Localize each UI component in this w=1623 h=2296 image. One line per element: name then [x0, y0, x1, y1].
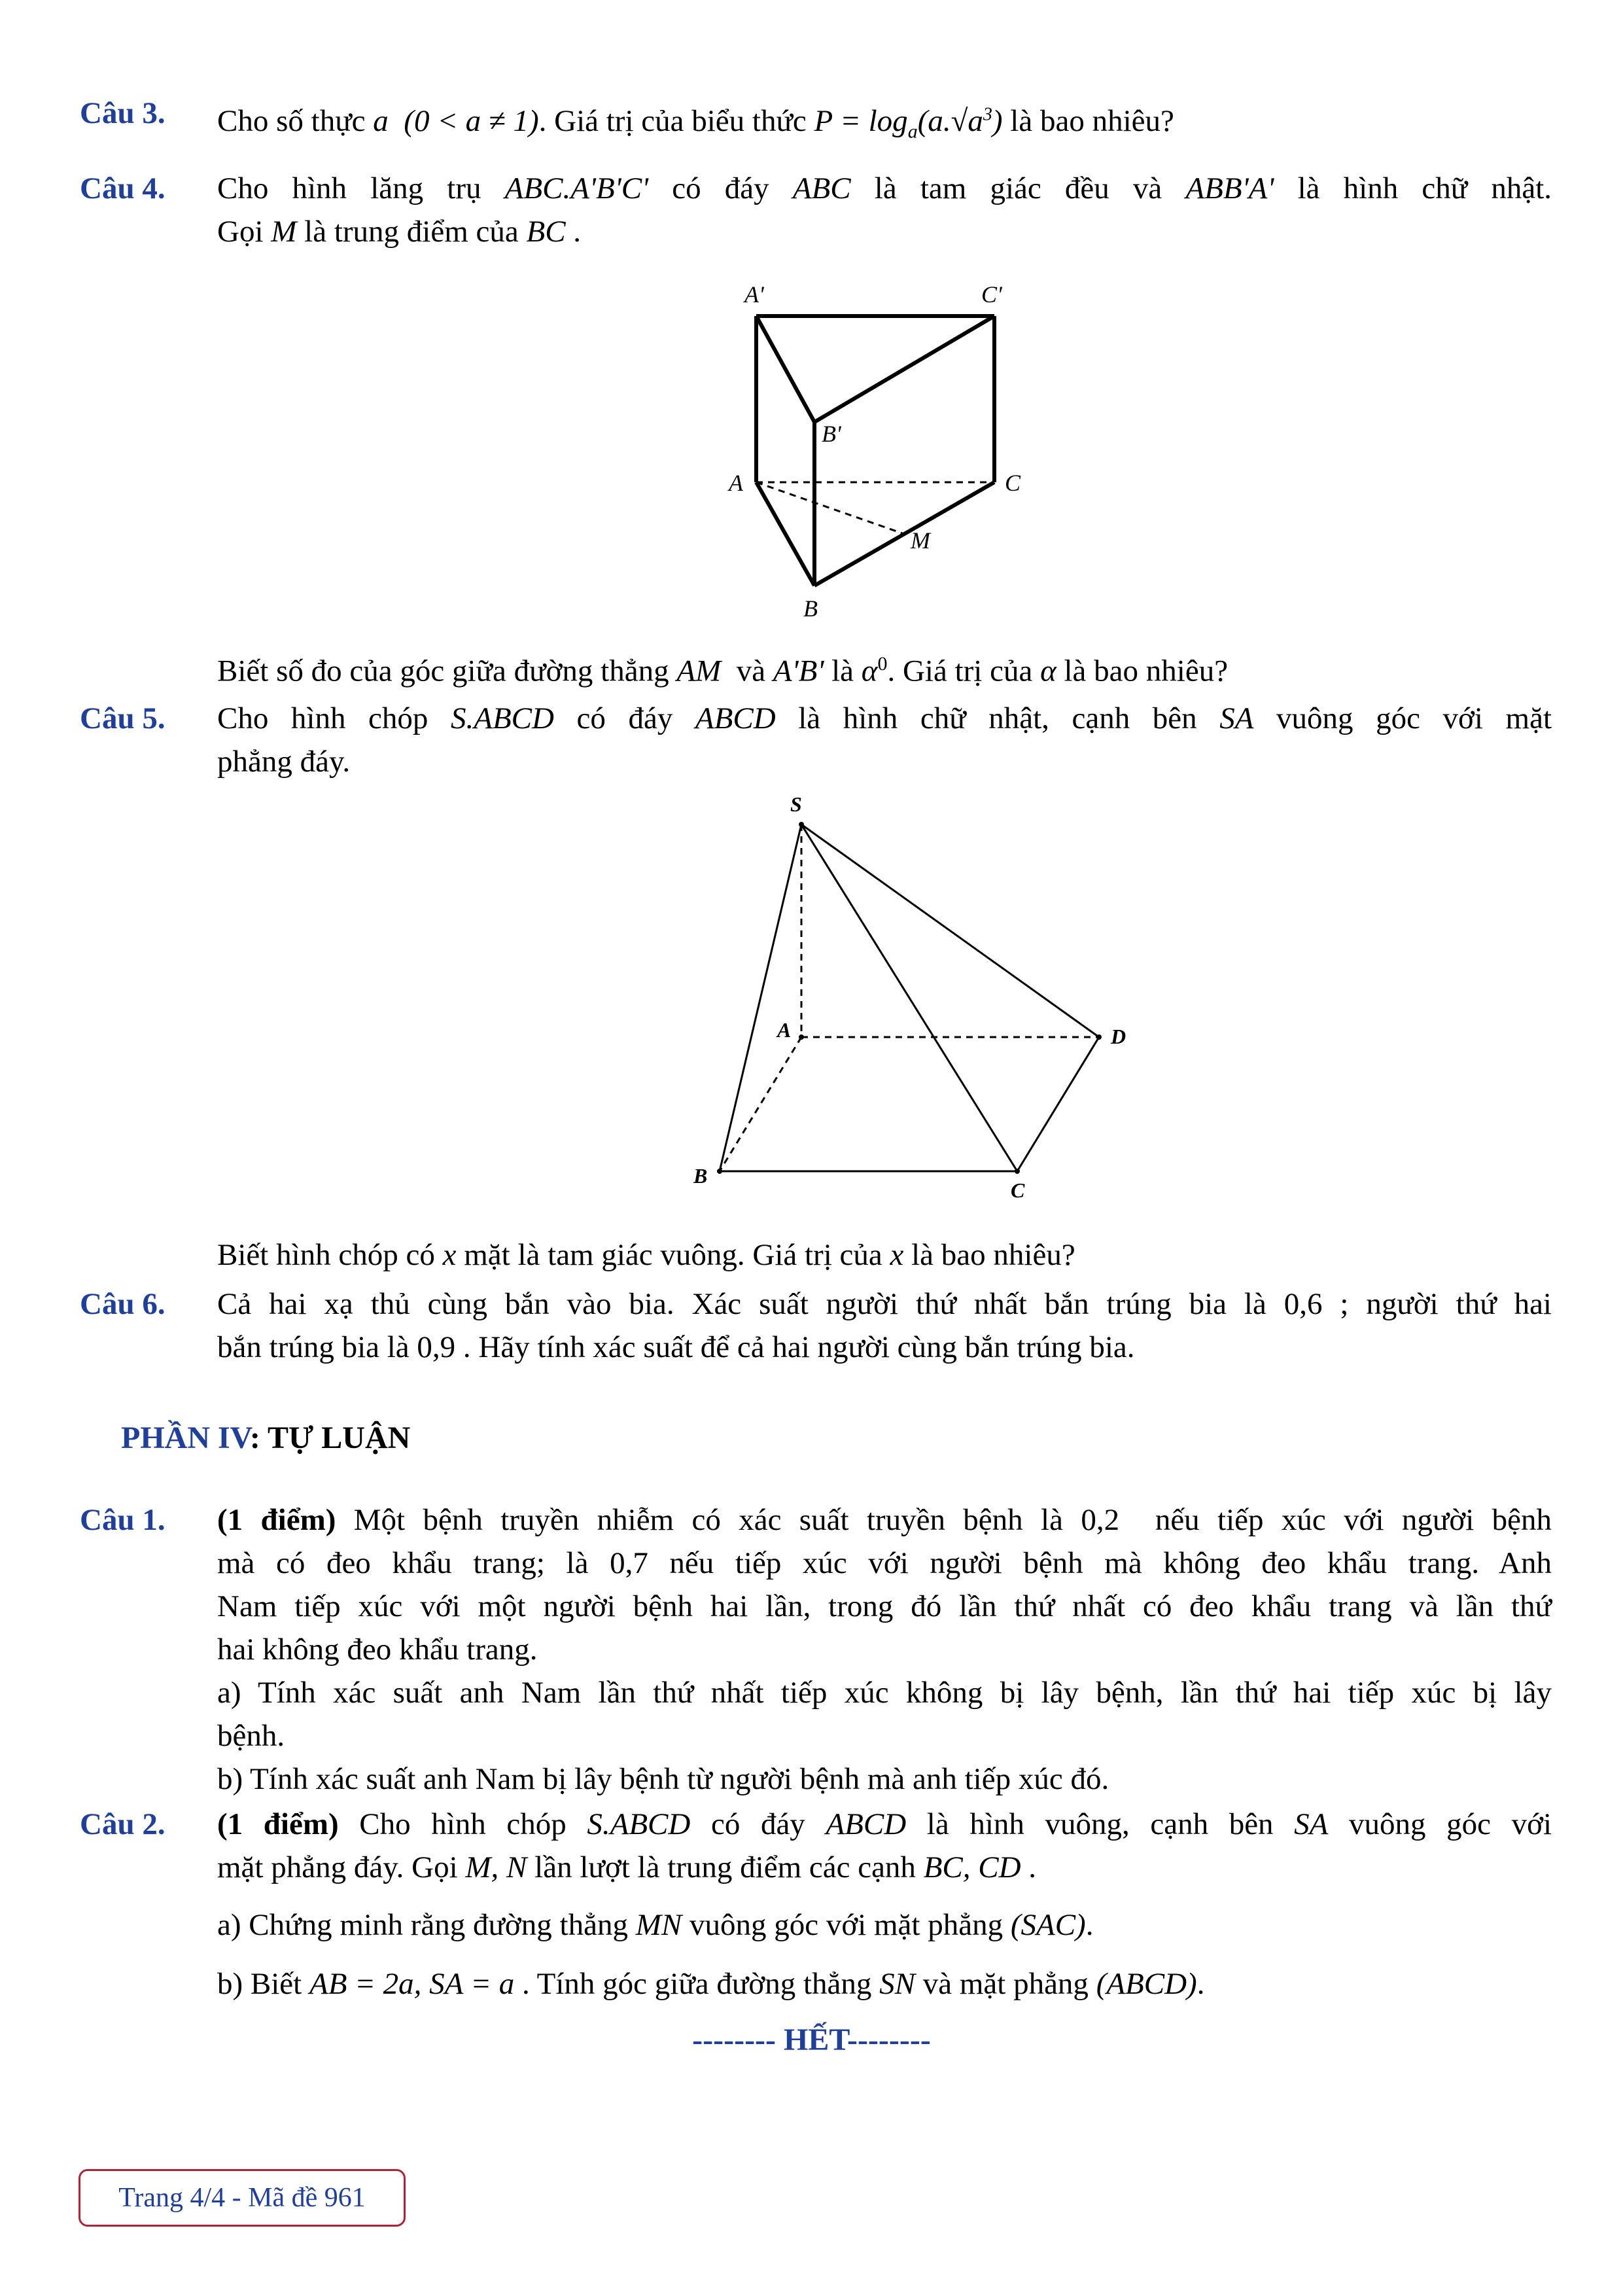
edge-SC: [801, 824, 1017, 1171]
segment-AM-hidden: [756, 482, 904, 534]
exam-page: Câu 3. Cho số thực a (0 < a ≠ 1). Giá trị của biểu thức $P = \log_a(a.√a^3)$ là bao nhiêu? Câu 4. Cho hình lăng trụ ABC.A'B'C' có đáy ABC là tam giác đều và ABB'A' là hình chữ nhật. Gọi M là trung điểm của BC . A' C' B' A C M B Biết số đo của góc giữa đường thẳng AM và A'B' là $\alpha^0$. Giá trị của α là bao nhiêu? Câu 5. Cho hình chóp S.ABCD có đáy ABCD là hình chữ nhật, cạnh bên SA vuông góc với mặt phẳng đáy. S A D B C Biết hình chóp có x mặt là tam giác vuông. Giá trị của x là bao nhiêu? Câu 6. Cả hai xạ thủ cùng bắn vào bia. Xác suất người thứ nhất bắn trúng bia là 0,6 ; người thứ hai bắn trúng bia là 0,9 . Hãy tính xác suất để cả hai người cùng bắn trúng bia. PHẦN IV: TỰ LUẬN Câu 1. (1 điểm) Một bệnh truyền nhiễm có xác suất truyền bệnh là 0,2 nếu tiếp xúc với người bệnh mà có đeo khẩu trang; là 0,7 nếu tiếp xúc với người bệnh mà không đeo khẩu trang. Anh Nam tiếp xúc với một người bệnh hai lần, trong đó lần thứ nhất có đeo khẩu trang và lần thứ hai không đeo khẩu trang. a) Tính xác suất anh Nam lần thứ nhất tiếp xúc không bị lây bệnh, lần thứ hai tiếp xúc bị lây bệnh. b) Tính xác suất anh Nam bị lây bệnh từ người bệnh mà anh tiếp xúc đó. Câu 2. (1 điểm) Cho hình chóp S.ABCD có đáy ABCD là hình vuông, cạnh bên SA vuông góc với mặt phẳng đáy. Gọi M, N lần lượt là trung điểm các cạnh BC, CD . a) Chứng minh rằng đường thẳng MN vuông góc với mặt phẳng (SAC). b) Biết AB = 2a, SA = a . Tính góc giữa đường thẳng SN và mặt phẳng (ABCD). -------- HẾT-------- Trang 4/4 - Mã đề 961: [0, 0, 1623, 2296]
label-Ap: A': [744, 281, 764, 308]
question-label: Câu 3.: [80, 96, 166, 130]
condition: (0 < a ≠ 1): [404, 104, 539, 138]
page-footer: [79, 2169, 406, 2227]
log-expression: $P = \log_a(a.√a^3)$: [814, 104, 1003, 143]
edge-ApBp: [756, 316, 814, 422]
label-C: C: [1011, 1178, 1025, 1202]
footer-text: Trang 4/4 - Mã đề 961: [118, 2183, 366, 2213]
label-M: M: [911, 527, 930, 554]
label-B: B: [803, 595, 818, 622]
edge-BpCp: [814, 316, 994, 422]
pyramid-figure: [680, 785, 1178, 1210]
label-S: S: [790, 792, 802, 816]
edge-AB-hidden: [720, 1037, 801, 1171]
edge-AB: [756, 482, 814, 586]
label-A: A: [777, 1018, 792, 1042]
end-marker: -------- HẾT--------: [692, 2022, 931, 2057]
label-C: C: [1005, 470, 1021, 496]
label-A: A: [729, 470, 743, 496]
edge-SD: [801, 824, 1099, 1037]
edge-SB: [720, 824, 801, 1171]
question-label: Câu 6.: [80, 1287, 166, 1321]
question-label: Câu 5.: [80, 701, 166, 735]
label-Cp: C': [981, 281, 1002, 308]
edge-BC: [814, 482, 994, 586]
label-Bp: B': [822, 421, 841, 447]
label-B: B: [693, 1164, 708, 1188]
prism-figure: [693, 275, 1086, 628]
question-label: Câu 4.: [80, 171, 166, 205]
section-title: PHẦN IV: TỰ LUẬN: [121, 1421, 411, 1455]
question-label: Câu 1.: [80, 1503, 166, 1537]
edge-CD: [1017, 1037, 1099, 1171]
question-label: Câu 2.: [80, 1807, 166, 1841]
label-D: D: [1111, 1025, 1126, 1048]
